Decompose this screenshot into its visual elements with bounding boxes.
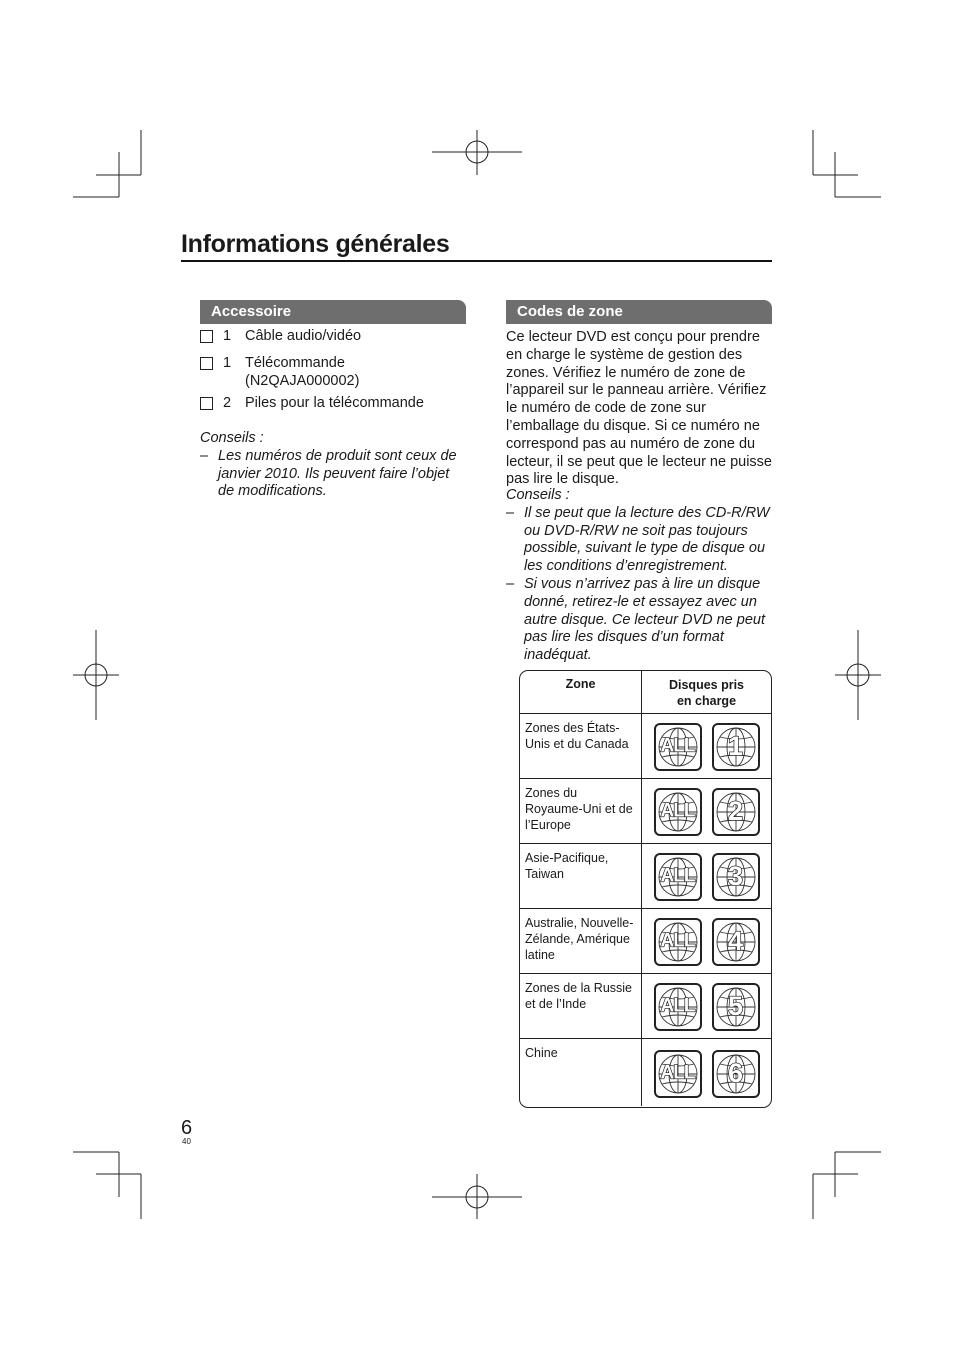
region-code-icon	[712, 983, 760, 1031]
zone-row	[520, 909, 771, 974]
region-all-icon	[654, 788, 702, 836]
zone-icons	[642, 1039, 771, 1106]
zone-row	[520, 714, 771, 779]
checkbox[interactable]	[200, 357, 213, 370]
page-title: Informations générales	[181, 230, 450, 258]
page-sub-number: 40	[182, 1137, 191, 1146]
region-all-icon	[654, 983, 702, 1031]
zone-icons	[642, 714, 771, 778]
accessory-item	[200, 394, 424, 412]
region-code-icon	[712, 853, 760, 901]
tip-item	[506, 576, 772, 665]
dash: –	[506, 504, 515, 521]
col-discs-header	[642, 671, 771, 713]
zone-name: Australie, Nouvelle-Zélande, Amérique latine	[520, 909, 642, 973]
dash: –	[200, 447, 209, 464]
region-all-label: ALL	[660, 865, 695, 887]
accessory-item	[200, 327, 361, 345]
accessory-text: Télécommande (N2QAJA000002)	[245, 355, 360, 389]
zone-tips	[506, 487, 772, 665]
region-all-label: ALL	[660, 735, 695, 757]
region-code-label: 4	[727, 925, 744, 956]
zone-heading: Codes de zone	[506, 300, 772, 324]
zone-rows	[520, 714, 771, 1106]
region-all-label: ALL	[660, 930, 695, 952]
region-code-label: 6	[727, 1057, 744, 1088]
checkbox[interactable]	[200, 397, 213, 410]
tips-label: Conseils :	[200, 430, 264, 446]
region-code-icon	[712, 918, 760, 966]
region-all-label: ALL	[660, 1062, 695, 1084]
zone-name: Zones de la Russie et de l’Inde	[520, 974, 642, 1038]
region-all-icon	[654, 853, 702, 901]
accessory-item	[200, 354, 385, 390]
region-all-label: ALL	[660, 800, 695, 822]
zone-icons	[642, 974, 771, 1038]
zone-icons	[642, 779, 771, 843]
zone-row	[520, 844, 771, 909]
accessory-qty: 1	[223, 328, 232, 344]
zone-name: Chine	[520, 1039, 642, 1106]
accessory-text: Piles pour la télécommande	[245, 395, 424, 411]
zone-name: Asie-Pacifique, Taiwan	[520, 844, 642, 908]
region-all-icon	[654, 1050, 702, 1098]
region-all-icon	[654, 723, 702, 771]
tip-item	[200, 448, 466, 501]
tips-label: Conseils :	[506, 487, 570, 503]
accessory-text: Câble audio/vidéo	[245, 328, 362, 344]
zone-row	[520, 779, 771, 844]
accessoire-heading: Accessoire	[200, 300, 466, 324]
tip-text: Il se peut que la lecture des CD-R/RW ou DVD-R/RW ne soit pas toujours possible, suivant le type de disque ou les conditions d’enregistrement.	[524, 504, 770, 575]
tip-text: Les numéros de produit sont ceux de janvier 2010. Ils peuvent faire l’objet de modifications.	[218, 447, 457, 500]
col-discs-text: Disques pris en charge	[668, 678, 745, 708]
page-number: 6	[181, 1117, 193, 1139]
zone-table	[519, 670, 772, 1108]
zone-icons	[642, 844, 771, 908]
accessoire-tips	[200, 430, 466, 501]
checkbox[interactable]	[200, 330, 213, 343]
region-all-label: ALL	[660, 995, 695, 1017]
zone-name: Zones des États-Unis et du Canada	[520, 714, 642, 778]
region-code-icon	[712, 788, 760, 836]
accessory-qty: 2	[223, 395, 232, 411]
region-code-label: 1	[727, 730, 744, 761]
region-all-icon	[654, 918, 702, 966]
region-code-label: 3	[727, 860, 744, 891]
region-code-icon	[712, 1050, 760, 1098]
region-code-label: 2	[727, 795, 744, 826]
region-code-icon	[712, 723, 760, 771]
zone-name: Zones du Royaume-Uni et de l’Europe	[520, 779, 642, 843]
region-code-label: 5	[727, 990, 744, 1021]
col-zone-header: Zone	[520, 671, 642, 713]
zone-table-header	[520, 671, 771, 714]
accessory-qty: 1	[223, 355, 232, 371]
zone-intro: Ce lecteur DVD est conçu pour prendre en charge le système de gestion des zones. Vérifiez le numéro de zone de l’appareil sur le panneau arrière. Vérifiez le numéro de code de zone sur l’emballage du disque. Si ce numéro ne correspond pas au numéro de zone du lecteur, il se peut que le lecteur ne puisse pas lire le disque.	[506, 329, 772, 488]
zone-row	[520, 974, 771, 1039]
tip-text: Si vous n’arrivez pas à lire un disque donné, retirez-le et essayez avec un autre disque. Ce lecteur DVD ne peut pas lire les disques d’un format inadéquat.	[524, 575, 765, 664]
zone-row	[520, 1039, 771, 1106]
dash: –	[506, 575, 515, 592]
tip-item	[506, 505, 772, 576]
title-rule	[181, 260, 772, 262]
zone-icons	[642, 909, 771, 973]
